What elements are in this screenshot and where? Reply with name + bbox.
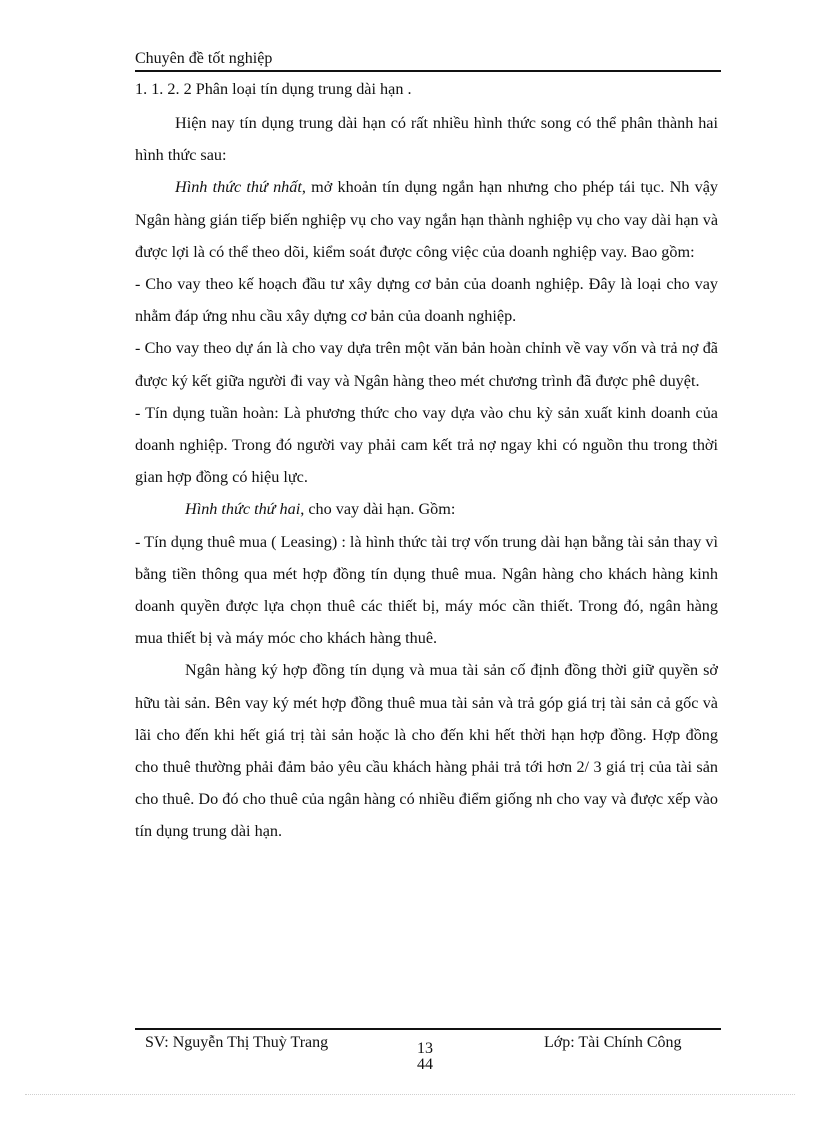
- header-divider: [135, 70, 721, 72]
- form1-label: Hình thức thứ nhất: [175, 178, 302, 197]
- form1-text: , mở khoản tín dụng ngắn hạn nhưng cho phép tái tục. Nh vậy Ngân hàng gián tiếp biến nghiệp vụ cho vay ngắn hạn thành nghiệp vụ cho vay dài hạn và được lợi là có thể theo dõi, kiểm soát được công việc của doanh nghiệp vay. Bao gồm:: [135, 178, 718, 261]
- footer-class-name: Lớp: Tài Chính Công: [544, 1034, 682, 1051]
- form2-paragraph: [135, 493, 718, 525]
- footer-divider: [135, 1028, 721, 1030]
- intro-paragraph: Hiện nay tín dụng trung dài hạn có rất nhiều hình thức song có thể phân thành hai hình thức sau:: [135, 114, 718, 165]
- page-break-divider: [25, 1094, 795, 1095]
- bullet-revolving-credit: - Tín dụng tuần hoàn: Là phương thức cho vay dựa vào chu kỳ sản xuất kinh doanh của doanh nghiệp. Trong đó người vay phải cam kết trả nợ ngay khi có nguồn thu trong thời gian hợp đồng có hiệu lực.: [135, 403, 718, 487]
- section-heading: 1. 1. 2. 2 Phân loại tín dụng trung dài hạn .: [135, 80, 412, 98]
- form1-paragraph: [135, 171, 718, 268]
- bullet-leasing: - Tín dụng thuê mua ( Leasing) : là hình thức tài trợ vốn trung dài hạn bằng tài sản thay vì bằng tiền thông qua mét hợp đồng tín dụng thuê mua. Ngân hàng cho khách hàng kinh doanh quyền được lựa chọn thuê các thiết bị, máy móc cần thiết. Trong đó, ngân hàng mua thiết bị và máy móc cho khách hàng thuê.: [135, 532, 718, 648]
- form2-text: , cho vay dài hạn. Gồm:: [300, 500, 456, 519]
- document-header-title: Chuyên đề tốt nghiệp: [135, 50, 273, 67]
- footer-student-name: SV: Nguyễn Thị Thuỳ Trang: [145, 1034, 329, 1051]
- bullet-project-loans: - Cho vay theo dự án là cho vay dựa trên một văn bản hoàn chỉnh về vay vốn và trả nợ đã được ký kết giữa người đi vay và Ngân hàng theo mét chương trình đã được phê duyệt.: [135, 339, 718, 390]
- bullet-investment-loans: - Cho vay theo kế hoạch đầu tư xây dựng cơ bản của doanh nghiệp. Đây là loại cho vay nhằm đáp ứng nhu cầu xây dựng cơ bản của doanh nghiệp.: [135, 275, 718, 326]
- page-number: [417, 1041, 433, 1073]
- document-body: [135, 75, 718, 848]
- page-total: 44: [417, 1056, 433, 1073]
- page-current: 13: [417, 1040, 433, 1057]
- closing-paragraph: Ngân hàng ký hợp đồng tín dụng và mua tài sản cố định đồng thời giữ quyền sở hữu tài sản. Bên vay ký mét hợp đồng thuê mua tài sản và trả góp giá trị tài sản cả gốc và lãi cho đến khi hết giá trị tài sản hoặc là cho đến khi hết thời hạn hợp đồng. Hợp đồng cho thuê thường phải đảm bảo yêu cầu khách hàng phải trả tới hơn 2/ 3 giá trị của tài sản cho thuê. Do đó cho thuê của ngân hàng có nhiều điểm giống nh cho vay và được xếp vào tín dụng trung dài hạn.: [135, 661, 718, 841]
- form2-label: Hình thức thứ hai: [185, 500, 301, 519]
